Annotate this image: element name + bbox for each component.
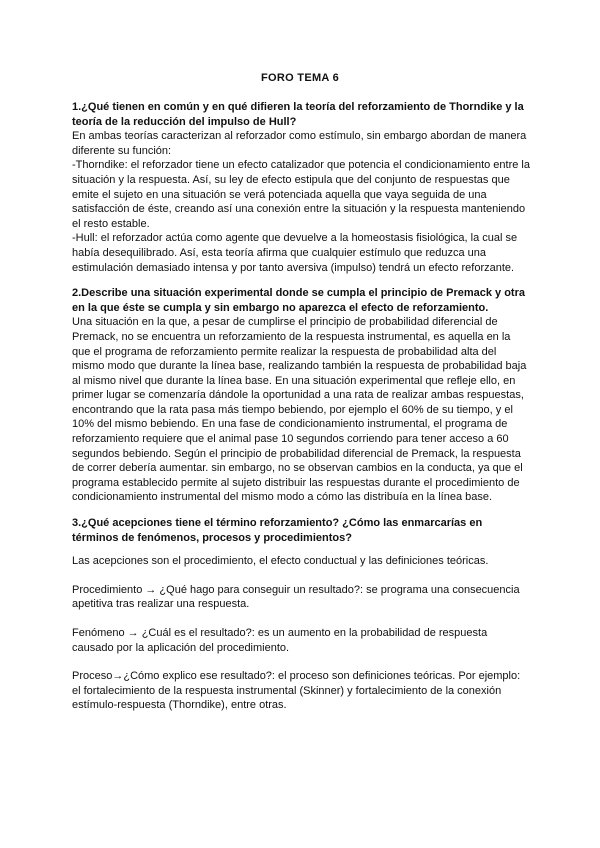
question-3: 3.¿Qué acepciones tiene el término reforzamiento? ¿Cómo las enmarcarías en términos de fenómenos, procesos y procedimientos? bbox=[72, 517, 483, 544]
answer-2: Una situación en la que, a pesar de cumplirse el principio de probabilidad diferencial de Premack, no se encuentra un reforzamiento de la respuesta instrumental, es aquella en la que el programa de reforzamiento permite realizar la respuesta de probabilidad alta del mismo modo que durante la línea base, realizando también la respuesta de probabilidad baja al mismo nivel que durante la línea base. En una situación experimental que refleje ello, en primer lugar se comenzaría dándole la oportunidad a una rata de realizar ambas respuestas, encontrando que la rata pasa más tiempo bebiendo, por ejemplo el 60% de su tiempo, y el 10% del mismo bebiendo. En una fase de condicionamiento instrumental, el programa de reforzamiento requiere que el animal pase 10 segundos corriendo para tener acceso a 60 segundos bebiendo. Según el principio de probabilidad diferencial de Premack, la respuesta de correr debería aumentar. sin embargo, no se observan cambios en la conducta, ya que el programa establecido permite al sujeto distribuir las respuestas durante el procedimiento de condicionamiento instrumental del mismo modo a cómo las distribuía en la línea base. bbox=[72, 316, 527, 504]
spacer bbox=[72, 275, 530, 286]
answer-3-proceso: Proceso→¿Cómo explico ese resultado?: el proceso son definiciones teóricas. Por ejemplo: el fortalecimiento de la respuesta instrumental (Skinner) y fortalecimiento de la conexión estímulo-respuesta (Thorndike), entre otras. bbox=[72, 670, 521, 712]
answer-3-procedimiento: Procedimiento → ¿Qué hago para conseguir un resultado?: se programa una consecuencia apetitiva tras realizar una respuesta. bbox=[72, 583, 520, 611]
answer-3-fenomeno: Fenómeno → ¿Cuál es el resultado?: es un aumento en la probabilidad de respuesta causado por la aplicación del procedimiento. bbox=[72, 627, 488, 654]
spacer bbox=[72, 505, 530, 516]
answer-3-acepciones: Las acepciones son el procedimiento, el efecto conductual y las definiciones teóricas. bbox=[72, 555, 489, 568]
spacer bbox=[72, 655, 530, 669]
spacer bbox=[72, 569, 530, 583]
answer-1-hull: -Hull: el reforzador actúa como agente que devuelve a la homeostasis fisiológica, la cual se había desequilibrado. Así, esta teoría afirma que cualquier estímulo que reduzca una estimulación demasiado intensa y por tanto aversiva (impulso) tendrá un efecto reforzante. bbox=[72, 232, 518, 274]
spacer bbox=[72, 612, 530, 626]
answer-1-thorndike: -Thorndike: el reforzador tiene un efecto catalizador que potencia el condicionamiento entre la situación y la respuesta. Así, su ley de efecto estipula que del conjunto de respuestas que emite el sujeto en una situación se verá potenciada aquella que vaya seguida de una satisfacción de éste, creando así una conexión entre la situación y la respuesta manteniendo el resto estable. bbox=[72, 159, 530, 230]
document-body bbox=[72, 100, 530, 713]
page-title: FORO TEMA 6 bbox=[260, 72, 340, 84]
answer-1-intro: En ambas teorías caracterizan al reforzador como estímulo, sin embargo abordan de manera diferente su función: bbox=[72, 130, 527, 157]
spacer bbox=[72, 545, 530, 554]
question-2: 2.Describe una situación experimental donde se cumpla el principio de Premack y otra en la que éste se cumpla y sin embargo no aparezca el efecto de reforzamiento. bbox=[72, 287, 525, 314]
question-1: 1.¿Qué tienen en común y en qué difieren la teoría del reforzamiento de Thorndike y la teoría de la reducción del impulso de Hull? bbox=[72, 101, 524, 128]
